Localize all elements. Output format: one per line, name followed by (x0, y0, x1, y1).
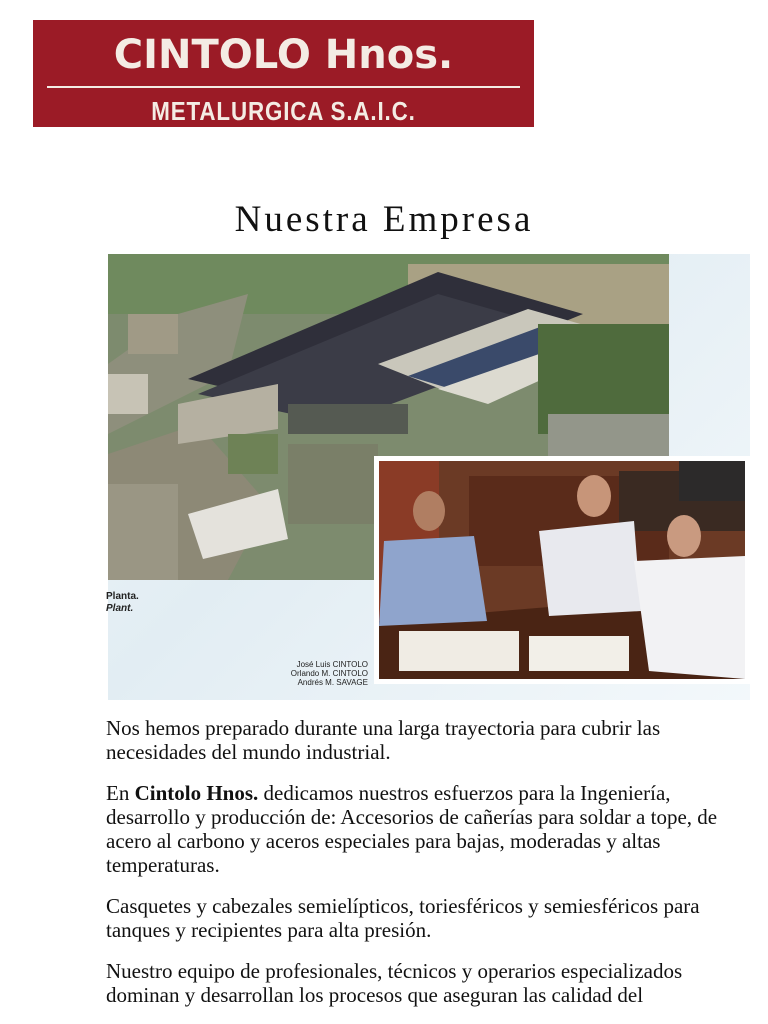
paragraph: Nuestro equipo de profesionales, técnicos y operarios especializados dominan y desarrollan los procesos que aseguran las calidad del (106, 959, 683, 1007)
paragraph: Casquetes y cabezales semielípticos, toriesféricos y semiesféricos para tanques y recipientes para alta presión. (106, 894, 700, 942)
executives-photo (374, 456, 750, 684)
logo-company-name: CINTOLO Hnos. (113, 32, 454, 78)
photo-caption-english: Plant. (106, 603, 134, 614)
photo-name: Andrés M. SAVAGE (297, 678, 368, 687)
photo-names (268, 660, 368, 687)
company-photo-collage (108, 254, 750, 700)
photo-caption-spanish: Planta. (106, 591, 139, 602)
company-name-bold: Cintolo Hnos. (134, 781, 259, 805)
paragraph: Nos hemos preparado durante una larga trayectoria para cubrir las necesidades del mundo industrial. (106, 716, 661, 764)
logo-divider (47, 86, 520, 88)
photo-name: José Luis CINTOLO (296, 660, 368, 669)
body-text (106, 716, 756, 1024)
logo-subtitle: METALURGICA S.A.I.C. (151, 96, 416, 126)
paragraph: En Cintolo Hnos. dedicamos nuestros esfuerzos para la Ingeniería, desarrollo y producción de: Accesorios de cañerías para soldar a tope, de acero al carbono y aceros especiales para bajas, moderadas y altas temperaturas. (106, 781, 718, 877)
page-title: Nuestra Empresa (234, 199, 534, 240)
photo-name: Orlando M. CINTOLO (290, 669, 368, 678)
company-logo (33, 20, 534, 127)
